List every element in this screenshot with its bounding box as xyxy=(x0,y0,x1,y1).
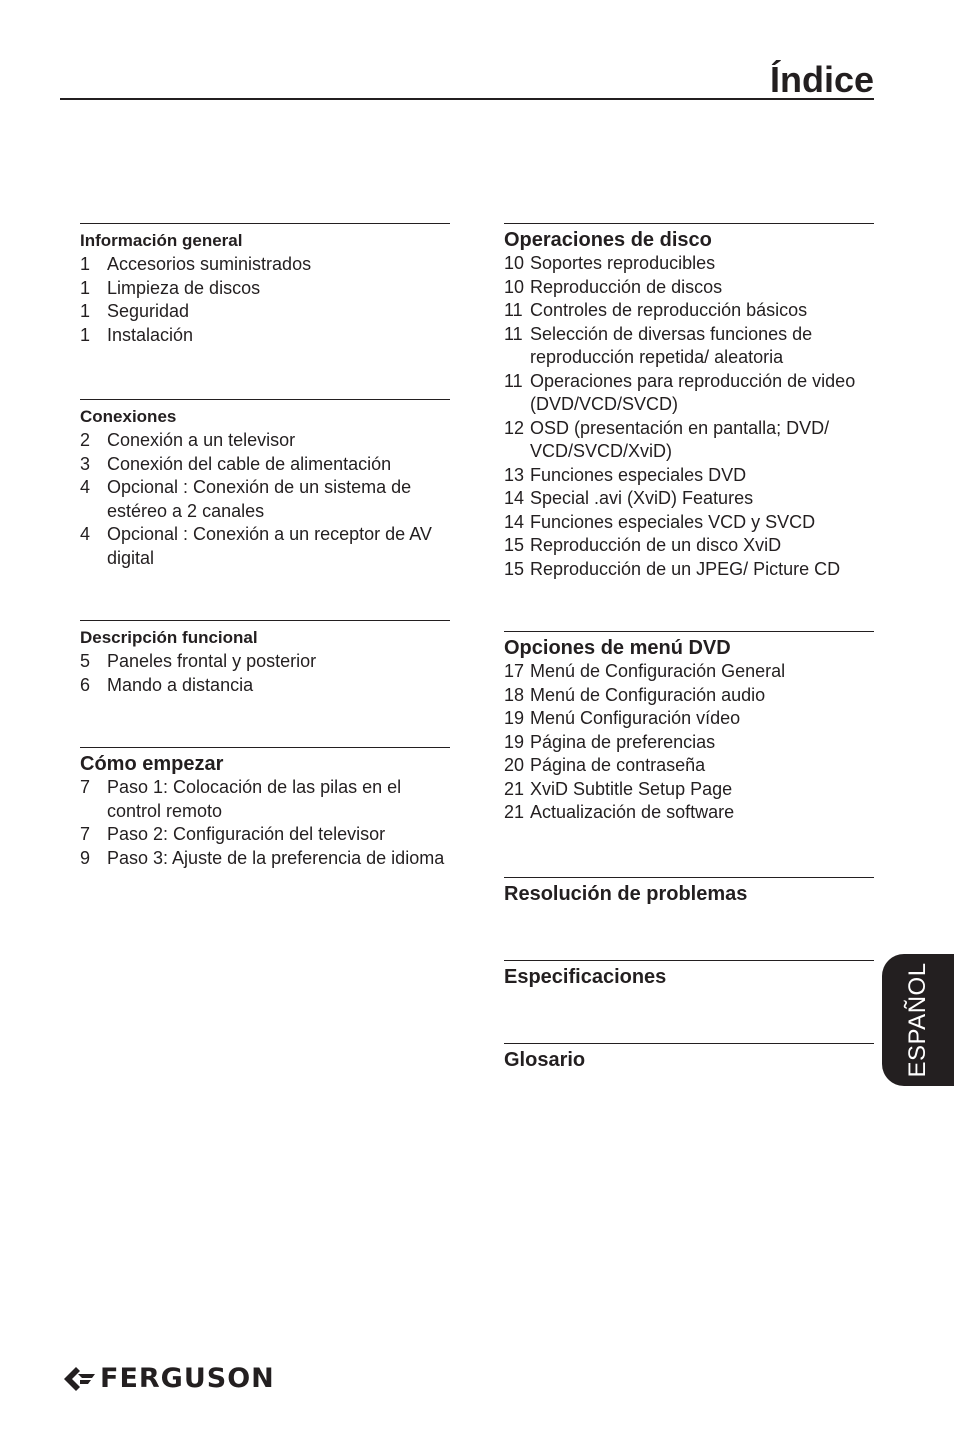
toc-entry-text: Instalación xyxy=(107,324,194,345)
toc-section-resolucion-de-problemas[interactable] xyxy=(504,877,874,906)
toc-entry-text: Reproducción de un disco XviD xyxy=(530,535,782,555)
toc-left-column xyxy=(80,223,450,870)
toc-entry-page: 1 xyxy=(80,301,91,321)
toc-entry-text: Funciones especiales VCD y SVCD xyxy=(530,511,816,532)
section-title: Cómo empezar xyxy=(80,753,224,775)
toc-entry-text: Selección de diversas funciones de reproducción repetida/ aleatoria xyxy=(530,323,813,367)
toc-entry[interactable] xyxy=(80,823,450,847)
toc-entry-page: 14 xyxy=(504,488,525,508)
toc-entry-page: 18 xyxy=(504,684,525,705)
toc-entry-page: 1 xyxy=(80,277,91,298)
toc-section-informacion-general xyxy=(80,223,450,347)
toc-entry[interactable] xyxy=(504,370,874,417)
toc-entry[interactable] xyxy=(504,511,874,535)
toc-entry-text: Página de preferencias xyxy=(530,731,716,752)
toc-entry-text: Soportes reproducibles xyxy=(530,253,716,273)
toc-entry-page: 12 xyxy=(504,417,525,438)
toc-entry-text: Paso 1: Colocación de las pilas en el control remoto xyxy=(107,777,402,821)
toc-entry-page: 19 xyxy=(504,708,525,728)
toc-entry-page: 7 xyxy=(80,824,91,844)
toc-section-operaciones-de-disco xyxy=(504,223,874,581)
toc-entry-text: Funciones especiales DVD xyxy=(530,464,747,485)
toc-entry-page: 15 xyxy=(504,535,525,555)
toc-entry-page: 1 xyxy=(80,324,91,345)
toc-entry-text: Menú Configuración vídeo xyxy=(530,708,741,728)
toc-entry-page: 6 xyxy=(80,674,91,695)
section-title: Descripción funcional xyxy=(80,628,258,647)
brand-name: FERGUSON xyxy=(100,1363,275,1394)
section-title: Información general xyxy=(80,231,243,250)
toc-entry[interactable] xyxy=(80,429,450,453)
toc-entry-text: Menú de Configuración General xyxy=(530,661,786,681)
toc-entry-page: 19 xyxy=(504,731,525,752)
toc-entry-text: Mando a distancia xyxy=(107,674,254,695)
toc-section-especificaciones[interactable] xyxy=(504,960,874,989)
toc-entry-text: Reproducción de un JPEG/ Picture CD xyxy=(530,558,841,579)
toc-entry[interactable] xyxy=(504,417,874,464)
toc-section-conexiones xyxy=(80,399,450,570)
toc-entry-list xyxy=(80,253,450,347)
toc-entry-list xyxy=(80,429,450,570)
toc-entry-text: Página de contraseña xyxy=(530,755,706,775)
toc-entry[interactable] xyxy=(504,252,874,276)
section-title: Conexiones xyxy=(80,407,177,426)
toc-entry[interactable] xyxy=(80,277,450,301)
toc-entry-page: 20 xyxy=(504,755,525,775)
toc-section-opciones-de-menu-dvd xyxy=(504,631,874,825)
toc-entry-text: Controles de reproducción básicos xyxy=(530,300,808,320)
toc-section-descripcion-funcional xyxy=(80,620,450,697)
toc-entry[interactable] xyxy=(504,684,874,708)
toc-entry-list xyxy=(504,660,874,825)
brand-logo xyxy=(62,1364,275,1394)
toc-entry[interactable] xyxy=(504,778,874,802)
toc-entry-page: 4 xyxy=(80,524,91,544)
toc-entry-page: 3 xyxy=(80,453,91,474)
toc-entry[interactable] xyxy=(80,776,450,823)
toc-entry-text: Seguridad xyxy=(107,301,190,321)
toc-entry-page: 2 xyxy=(80,430,91,450)
toc-entry-page: 21 xyxy=(504,778,525,799)
toc-entry-page: 11 xyxy=(504,323,523,344)
ferguson-logo-icon xyxy=(62,1365,96,1393)
section-title: Especificaciones xyxy=(504,965,667,988)
toc-entry[interactable] xyxy=(504,731,874,755)
toc-entry[interactable] xyxy=(80,847,450,871)
toc-entry[interactable] xyxy=(504,534,874,558)
toc-entry-text: Opcional : Conexión de un sistema de estéreo a 2 canales xyxy=(107,477,412,521)
toc-entry-text: Limpieza de discos xyxy=(107,277,261,298)
toc-entry-text: Menú de Configuración audio xyxy=(530,684,766,705)
toc-entry-page: 14 xyxy=(504,511,525,532)
toc-entry-page: 11 xyxy=(504,370,523,391)
language-tab xyxy=(882,954,954,1086)
toc-entry[interactable] xyxy=(504,487,874,511)
toc-entry-list xyxy=(80,776,450,870)
toc-entry[interactable] xyxy=(504,754,874,778)
page-title: Índice xyxy=(769,59,874,100)
toc-entry[interactable] xyxy=(80,674,450,698)
toc-entry[interactable] xyxy=(504,801,874,825)
toc-entry[interactable] xyxy=(504,660,874,684)
toc-entry-text: Operaciones para reproducción de video (DVD/VCD/SVCD) xyxy=(530,370,856,414)
toc-entry-text: Special .avi (XviD) Features xyxy=(530,488,754,508)
toc-entry-list xyxy=(504,252,874,581)
toc-entry-page: 11 xyxy=(504,300,523,320)
language-tab-label: ESPAÑOL xyxy=(904,962,931,1078)
section-title: Glosario xyxy=(504,1048,586,1071)
toc-entry-page: 9 xyxy=(80,847,91,868)
section-title: Operaciones de disco xyxy=(504,229,712,251)
toc-entry-text: XviD Subtitle Setup Page xyxy=(530,778,733,799)
toc-entry-list xyxy=(80,650,450,697)
toc-entry-page: 15 xyxy=(504,558,525,579)
toc-entry-text: Reproducción de discos xyxy=(530,276,723,297)
toc-entry-text: Accesorios suministrados xyxy=(107,254,312,274)
section-title: Resolución de problemas xyxy=(504,882,748,905)
toc-section-glosario[interactable] xyxy=(504,1043,874,1072)
toc-entry[interactable] xyxy=(80,523,450,570)
title-rule xyxy=(60,98,874,100)
toc-entry-page: 4 xyxy=(80,477,91,497)
toc-entry[interactable] xyxy=(80,453,450,477)
toc-entry[interactable] xyxy=(504,464,874,488)
toc-right-column xyxy=(504,223,874,1072)
toc-entry[interactable] xyxy=(80,476,450,523)
toc-entry[interactable] xyxy=(80,324,450,348)
toc-entry[interactable] xyxy=(80,253,450,277)
toc-entry-page: 21 xyxy=(504,802,525,822)
toc-entry-text: OSD (presentación en pantalla; DVD/ VCD/SVCD/XviD) xyxy=(530,417,830,461)
toc-entry-text: Paneles frontal y posterior xyxy=(107,651,317,671)
section-title: Opciones de menú DVD xyxy=(504,637,731,659)
toc-entry[interactable] xyxy=(80,300,450,324)
toc-entry-page: 1 xyxy=(80,254,91,274)
toc-entry-text: Opcional : Conexión a un receptor de AV digital xyxy=(107,524,432,568)
toc-entry-text: Conexión a un televisor xyxy=(107,430,296,450)
toc-entry-page: 5 xyxy=(80,651,91,671)
toc-entry[interactable] xyxy=(504,299,874,323)
toc-entry[interactable] xyxy=(80,650,450,674)
toc-entry-page: 13 xyxy=(504,464,525,485)
toc-entry[interactable] xyxy=(504,558,874,582)
toc-entry-page: 10 xyxy=(504,276,525,297)
toc-entry[interactable] xyxy=(504,707,874,731)
toc-entry-text: Paso 3: Ajuste de la preferencia de idioma xyxy=(107,847,445,868)
toc-entry-page: 17 xyxy=(504,661,525,681)
toc-entry-page: 10 xyxy=(504,253,525,273)
toc-entry[interactable] xyxy=(504,276,874,300)
toc-entry-text: Actualización de software xyxy=(530,802,735,822)
toc-entry-page: 7 xyxy=(80,777,91,797)
toc-entry-text: Conexión del cable de alimentación xyxy=(107,453,392,474)
toc-entry-text: Paso 2: Configuración del televisor xyxy=(107,824,386,844)
toc-section-como-empezar xyxy=(80,747,450,870)
toc-entry[interactable] xyxy=(504,323,874,370)
